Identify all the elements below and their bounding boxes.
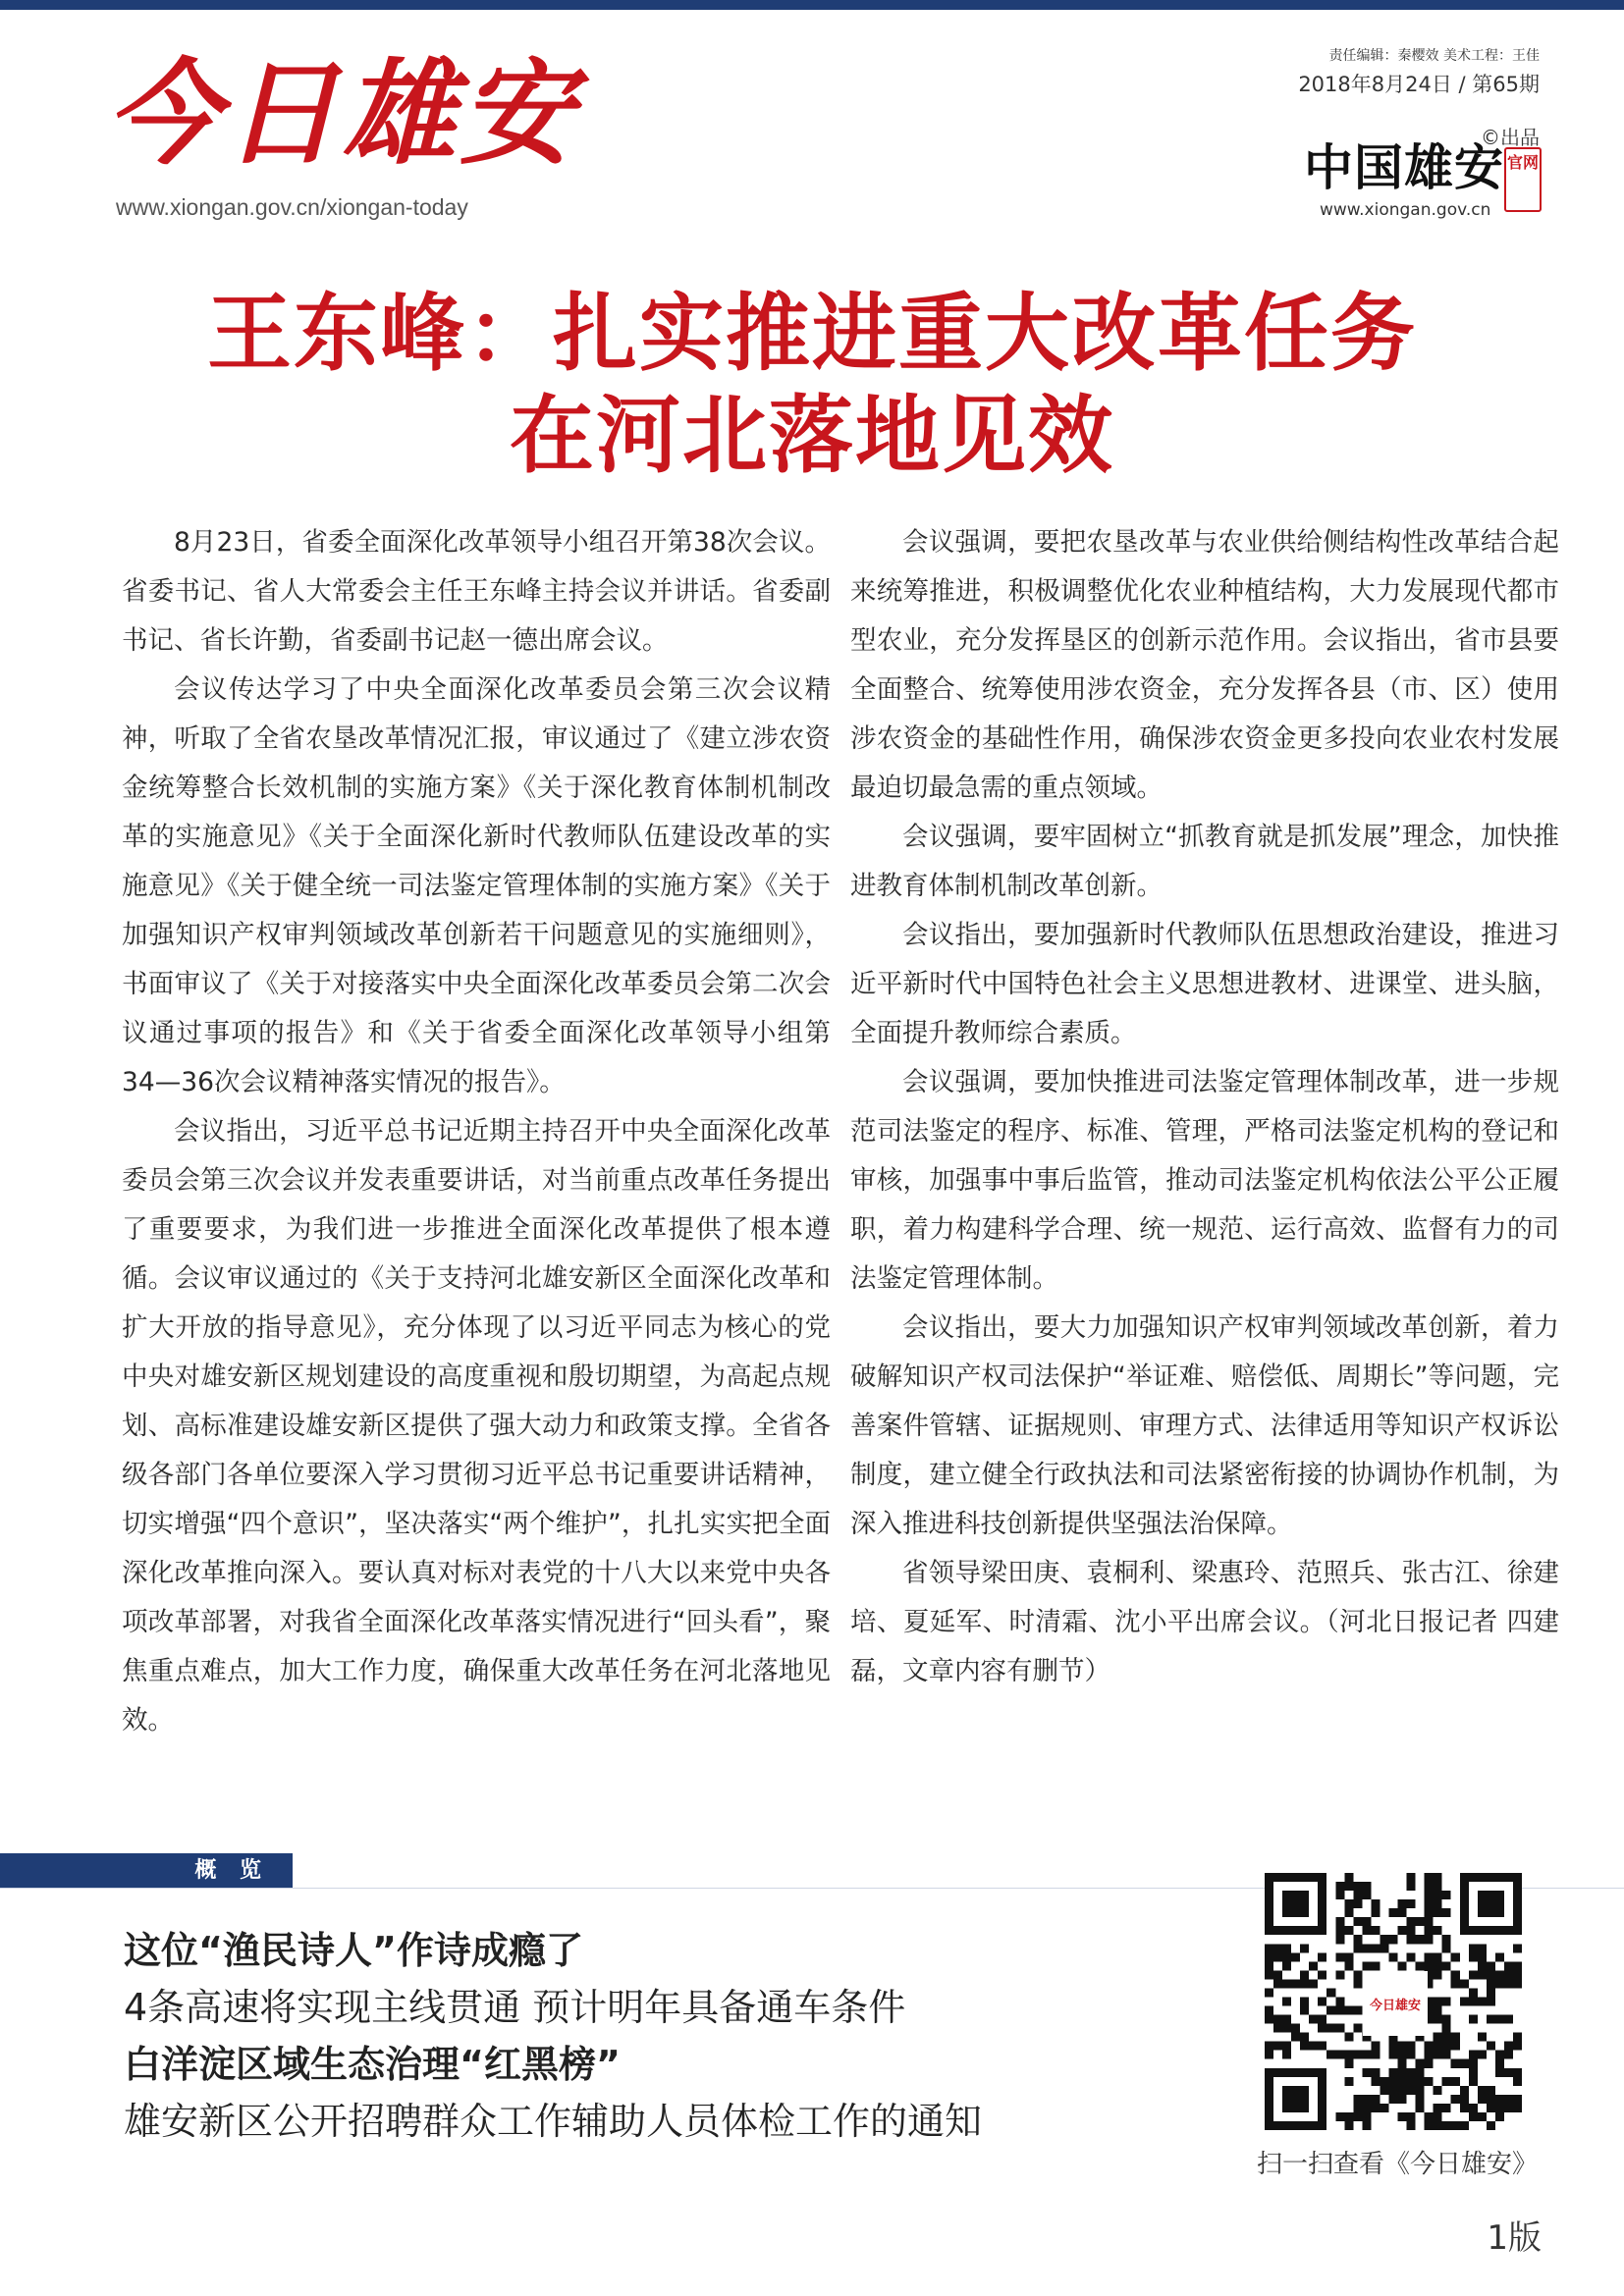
overview-link[interactable]: 白洋淀区域生态治理“红黑榜”: [124, 2043, 621, 2086]
overview-section-tag: [0, 1853, 293, 1889]
publisher-tag: ©出品: [1481, 126, 1540, 149]
article-paragraph: 会议传达学习了中央全面深化改革委员会第三次会议精神，听取了全省农垦改革情况汇报，审议通过了《建立涉农资金统筹整合长效机制的实施方案》《关于深化教育体制机制改革的实施意见》《关于全面深化新时代教师队伍建设改革的实施意见》《关于健全统一司法鉴定管理体制的实施方案》《关于加强知识产权审判领域改革创新若干问题意见的实施细则》，书面审议了《关于对接落实中央全面深化改革委员会第二次会议通过事项的报告》和《关于省委全面深化改革领导小组第34—36次会议精神落实情况的报告》。: [122, 674, 831, 1097]
article-paragraph: 省领导梁田庚、袁桐利、梁惠玲、范照兵、张古江、徐建培、夏延军、时清霜、沈小平出席会议。（河北日报记者 四建磊，文章内容有删节）: [850, 1558, 1559, 1686]
overview-tag-label: 概 览: [194, 1858, 269, 1883]
article-body: [122, 518, 1559, 1745]
article-paragraph: 会议强调，要加快推进司法鉴定管理体制改革，进一步规范司法鉴定的程序、标准、管理，严格司法鉴定机构的登记和审核，加强事中事后监管，推动司法鉴定机构依法公平公正履职，着力构建科学合理、统一规范、运行高效、监督有力的司法鉴定管理体制。: [850, 1067, 1559, 1294]
qr-caption: 扫一扫查看《今日雄安》: [1256, 2150, 1538, 2179]
masthead-url[interactable]: www.xiongan.gov.cn/xiongan-today: [116, 194, 468, 220]
article-paragraph: 会议指出，要大力加强知识产权审判领域改革创新，着力破解知识产权司法保护“举证难、赔偿低、周期长”等问题，完善案件管辖、证据规则、审理方式、法律适用等知识产权诉讼制度，建立健全行政执法和司法紧密衔接的协调协作机制，为深入推进科技创新提供坚强法治保障。: [850, 1312, 1559, 1539]
headline: [0, 283, 1624, 487]
official-seal-icon: 官网: [1504, 147, 1542, 212]
overview-link[interactable]: 这位“渔民诗人”作诗成瘾了: [124, 1929, 583, 1972]
editor-credits: 责任编辑：秦樱效 美术工程：王佳: [1328, 48, 1540, 64]
article-paragraph: 会议指出，习近平总书记近期主持召开中央全面深化改革委员会第三次会议并发表重要讲话，对当前重点改革任务提出了重要要求，为我们进一步推进全面深化改革提供了根本遵循。会议审议通过的《关于支持河北雄安新区全面深化改革和扩大开放的指导意见》，充分体现了以习近平同志为核心的党中央对雄安新区规划建设的高度重视和殷切期望，为高起点规划、高标准建设雄安新区提供了强大动力和政策支撑。全省各级各部门各单位要深入学习贯彻习近平总书记重要讲话精神，切实增强“四个意识”，坚决落实“两个维护”，扎扎实实把全面深化改革推向深入。要认真对标对表党的十八大以来党中央各项改革部署，对我省全面深化改革落实情况进行“回头看”，聚焦重点难点，加大工作力度，确保重大改革任务在河北落地见效。: [122, 1116, 831, 1735]
masthead-logo: 今日雄安: [106, 47, 577, 181]
brand-logo: 中国雄安: [1304, 138, 1504, 196]
page-number: 1版: [1487, 2218, 1542, 2258]
headline-line-1: 王东峰：扎实推进重大改革任务: [207, 284, 1417, 383]
brand-url[interactable]: www.xiongan.gov.cn: [1320, 200, 1491, 220]
article-paragraph: 会议强调，要把农垦改革与农业供给侧结构性改革结合起来统筹推进，积极调整优化农业种植结构，大力发展现代都市型农业，充分发挥垦区的创新示范作用。会议指出，省市县要全面整合、统筹使用涉农资金，充分发挥各县（市、区）使用涉农资金的基础性作用，确保涉农资金更多投向农业农村发展最迫切最急需的重点领域。: [850, 527, 1559, 803]
article-paragraph: 8月23日，省委全面深化改革领导小组召开第38次会议。省委书记、省人大常委会主任王东峰主持会议并讲话。省委副书记、省长许勤，省委副书记赵一德出席会议。: [122, 527, 831, 656]
overview-list: [124, 1922, 1204, 2150]
qr-center-logo: 今日雄安: [1363, 1971, 1428, 2036]
overview-link[interactable]: 4条高速将实现主线贯通 预计明年具备通车条件: [124, 1986, 906, 2029]
article-paragraph: 会议指出，要加强新时代教师队伍思想政治建设，推进习近平新时代中国特色社会主义思想进教材、进课堂、进头脑，全面提升教师综合素质。: [850, 920, 1559, 1048]
headline-line-2: 在河北落地见效: [510, 386, 1114, 485]
article-paragraph: 会议强调，要牢固树立“抓教育就是抓发展”理念，加快推进教育体制机制改革创新。: [850, 822, 1559, 901]
top-color-bar: [0, 0, 1624, 10]
overview-link[interactable]: 雄安新区公开招聘群众工作辅助人员体检工作的通知: [124, 2100, 983, 2143]
issue-date: 2018年8月24日 / 第65期: [1298, 73, 1540, 96]
